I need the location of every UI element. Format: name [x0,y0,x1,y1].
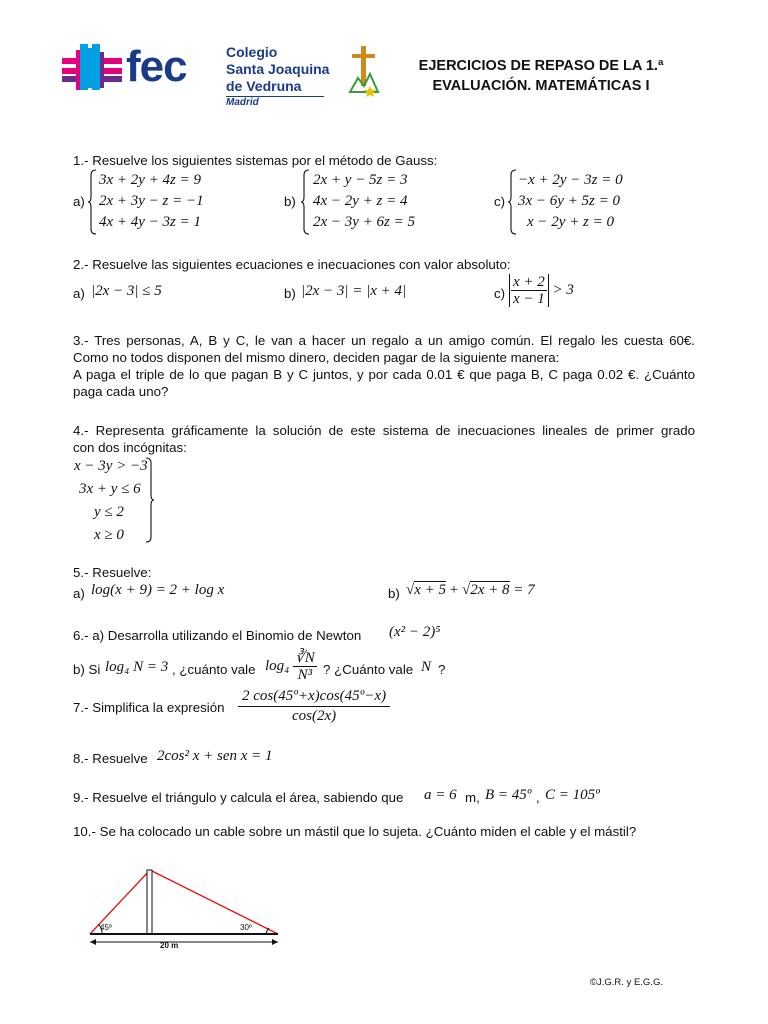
q1-a-eq1: 3x + 2y + 4z = 9 [99,172,202,188]
q5-a-expr: log(x + 9) = 2 + log x [91,582,225,598]
q6-b-given: log₄ N = 3 [105,659,169,675]
q6-b-text3: ? ¿Cuánto vale [323,662,414,677]
q3-line1: 3.- Tres personas, A, B y C, le van a hacer un regalo a un amigo común. El regalo les cuesta 60€. [73,333,695,348]
q6-b-text1: b) Si [73,662,101,677]
q4-system [74,455,148,547]
mast-cable-diagram [80,862,286,954]
q9-statement: 9.- Resuelve el triángulo y calcula el área, sabiendo que [73,790,404,805]
q6-statement: 6.- a) Desarrolla utilizando el Binomio de Newton [73,628,362,643]
brace-icon [301,169,311,235]
school-logo [226,44,336,116]
q5-b-plus: + [449,582,459,598]
angle-right-label: 30º [240,923,252,932]
q1-b-eq1: 2x + y − 5z = 3 [313,172,408,188]
brace-icon [508,169,518,235]
school-name-line2: Santa Joaquina [226,61,330,77]
q5-b-rhs: = 7 [513,582,535,598]
title-line1: EJERCICIOS DE REPASO DE LA 1.ª [418,58,664,74]
angle-left-label: 45º [100,923,112,932]
q1-a-system [99,170,204,233]
q5-statement: 5.- Resuelve: [73,565,152,580]
q5-b-expr: √x + 5 + √2x + 8 = 7 [406,582,535,598]
q4-line2: con dos incógnitas: [73,440,187,455]
q1-c-eq2: 3x − 6y + 5z = 0 [518,193,621,209]
q2-statement: 2.- Resuelve las siguientes ecuaciones e inecuaciones con valor absoluto: [73,257,511,272]
q1-a-eq3: 4x + 4y − 3z = 1 [99,214,202,230]
q4-ineq3: y ≤ 2 [94,504,124,520]
q2-c-rhs: > 3 [552,282,574,298]
q9-a-val: a = 6 [424,787,457,803]
q2-c-denominator: x − 1 [513,291,545,307]
q1-b-eq2: 4x − 2y + z = 4 [313,193,408,209]
q7-numerator: 2 cos(45º+x)cos(45º−x) [238,687,390,707]
q9-B-val: B = 45º [485,787,532,803]
distance-label: 20 m [160,941,179,950]
q6-b-text4: ? [438,662,446,677]
q7-statement: 7.- Simplifica la expresión [73,700,225,715]
q4-ineq2: 3x + y ≤ 6 [79,481,141,497]
page-title [398,56,684,96]
q10-statement: 10.- Se ha colocado un cable sobre un mástil que lo sujeta. ¿Cuánto miden el cable y el mástil? [73,824,637,839]
q2-a-expr: |2x − 3| ≤ 5 [91,283,162,299]
q1-c-label: c) [494,194,506,209]
q1-statement: 1.- Resuelve los siguientes sistemas por el método de Gauss: [73,153,438,168]
q2-c-label: c) [494,286,506,301]
q1-c-eq1: −x + 2y − 3z = 0 [518,172,623,188]
q5-a-label: a) [73,586,85,601]
q5-b-radicand1: x + 5 [414,582,447,598]
cable-right [150,870,278,934]
school-name-line3: de Vedruna [226,78,302,94]
q2-c-expr [509,274,574,307]
brace-icon [88,169,98,235]
q6-b-log-label: log₄ [265,658,290,674]
q9-sep: , [536,790,540,805]
fec-logo [62,44,202,90]
q1-b-eq3: 2x − 3y + 6z = 5 [313,214,416,230]
q3-statement [73,332,695,400]
q4-ineq1: x − 3y > −3 [74,458,148,474]
q3-line3: A paga el triple de lo que pagan B y C juntos, y por cada 0.01 € que paga B, C paga 0.02 €. ¿Cuánto [73,367,695,382]
q3-line2: Como no todos disponen del mismo dinero, deciden pagar de la siguiente manera: [73,350,560,365]
school-city: Madrid [226,97,259,108]
q4-statement [73,422,695,456]
q1-b-label: b) [284,194,296,209]
q3-line4: paga cada uno? [73,384,169,399]
q2-a-label: a) [73,286,85,301]
q8-expr: 2cos² x + sen x = 1 [157,748,273,764]
q7-denominator: cos(2x) [291,708,337,724]
q8-statement: 8.- Resuelve [73,751,148,766]
q1-a-eq2: 2x + 3y − z = −1 [99,193,204,209]
q9-C-val: C = 105º [545,787,600,803]
q6-b-N: N [421,659,432,675]
q2-b-label: b) [284,286,296,301]
q6-b-denominator: N³ [297,667,313,683]
q4-line1: 4.- Representa gráficamente la solución de este sistema de inecuaciones lineales de primer grado [73,423,695,438]
q2-c-numerator: x + 2 [513,274,545,290]
footer-credit: ©J.G.R. y E.G.G. [590,977,663,988]
fec-cross-icon [62,44,122,90]
q6-b-numerator: ∛N [295,650,315,666]
brace-icon [145,457,155,543]
fec-logo-text: fec [126,42,187,91]
q6-b-log [265,650,317,683]
q6-expr: (x² − 2)⁵ [389,624,441,640]
q5-b-label: b) [388,586,400,601]
title-line2: EVALUACIÓN. MATEMÁTICAS I [432,78,650,94]
q4-ineq4: x ≥ 0 [94,527,124,543]
vedruna-cross-icon [344,44,384,100]
q1-a-label: a) [73,194,85,209]
q1-c-system [518,170,623,233]
q1-c-eq3: x − 2y + z = 0 [527,214,615,230]
q2-b-expr: |2x − 3| = |x + 4| [301,283,407,299]
q5-b-radicand2: 2x + 8 [470,582,510,598]
school-name-line1: Colegio [226,44,278,60]
q7-expr [238,687,390,726]
mast [147,870,152,934]
q9-unit: m, [465,790,480,805]
q6-b-text2: , ¿cuánto vale [172,662,256,677]
q1-b-system [313,170,415,233]
